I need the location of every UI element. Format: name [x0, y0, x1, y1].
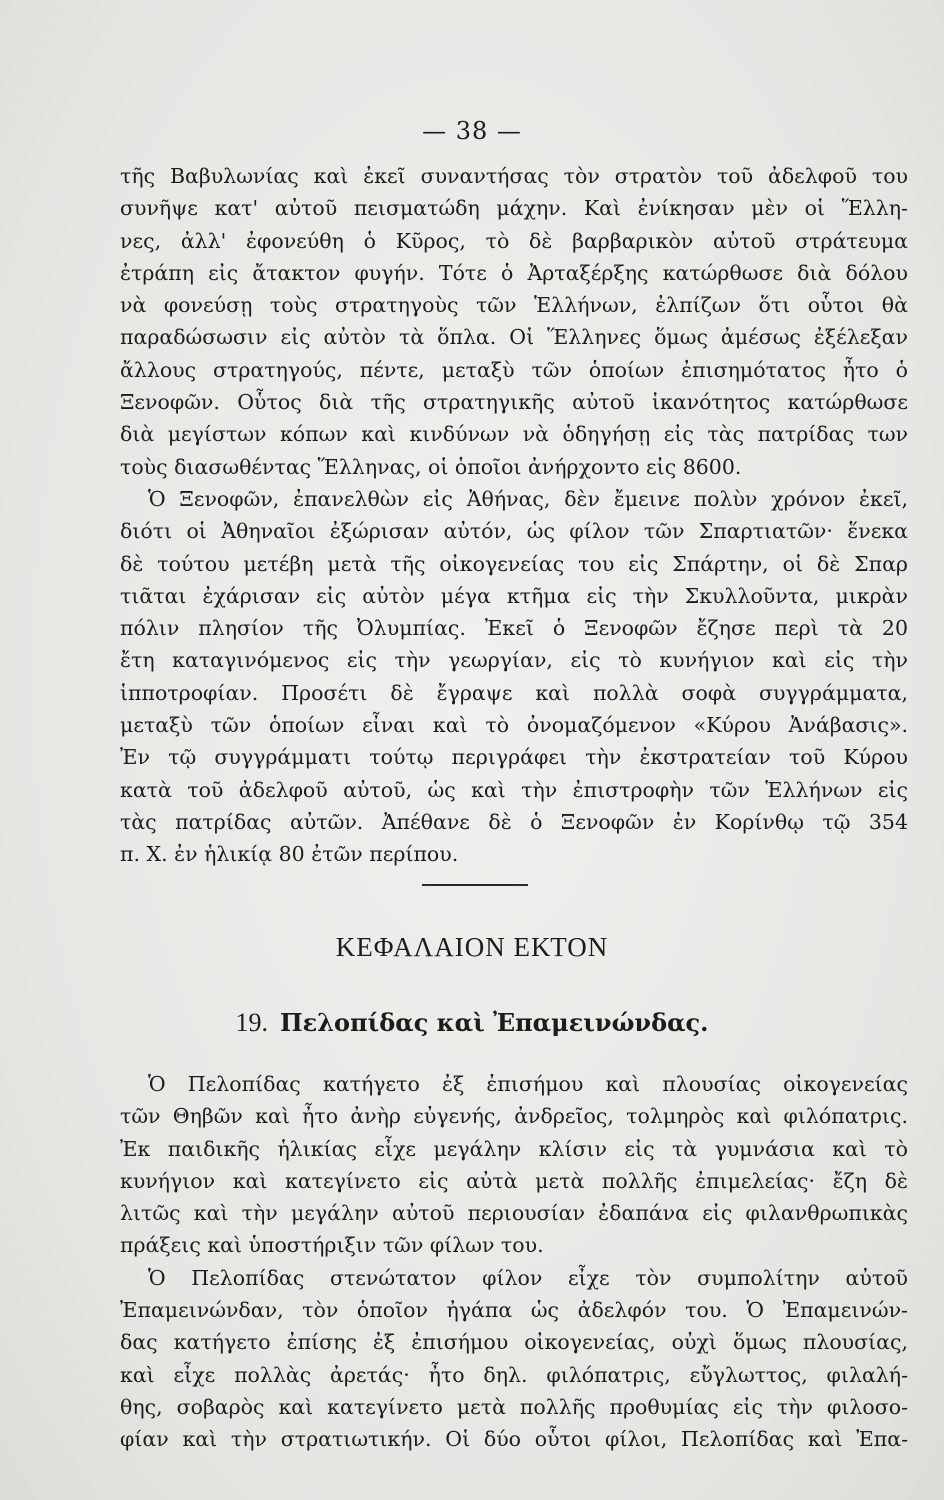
text-line: π. Χ. ἐν ἡλικίᾳ 80 ἐτῶν περίπου.: [120, 842, 459, 867]
text-line: κυνήγιον καὶ κατεγίνετο εἰς αὐτὰ μετὰ πολλῆς ἐπιμελείας· ἔζη δὲ: [120, 1168, 908, 1193]
text-line: Ἐκ παιδικῆς ἡλικίας εἶχε μεγάλην κλίσιν εἰς τὰ γυμνάσια καὶ τὸ: [120, 1136, 908, 1161]
text-line: τὰς πατρίδας αὐτῶν. Ἀπέθανε δὲ ὁ Ξενοφῶν ἐν Κορίνθῳ τῷ 354: [120, 809, 908, 834]
text-line: Ἐν τῷ συγγράμματι τούτῳ περιγράφει τὴν ἐκστρατείαν τοῦ Κύρου: [120, 745, 908, 770]
text-line: Ξενοφῶν. Οὗτος διὰ τῆς στρατηγικῆς αὐτοῦ ἱκανότητος κατώρθωσε: [120, 390, 908, 415]
section-title: Πελοπίδας καὶ Ἐπαμεινώνδας.: [279, 1008, 709, 1037]
xenophon-text-block: [120, 160, 908, 871]
text-line: Ἐπαμεινώνδαν, τὸν ὁποῖον ἠγάπα ὡς ἀδελφόν του. Ὁ Ἐπαμεινών-: [120, 1298, 908, 1323]
text-line: κατὰ τοῦ ἀδελφοῦ αὐτοῦ, ὡς καὶ τὴν ἐπιστροφὴν τῶν Ἑλλήνων εἰς: [120, 777, 908, 802]
text-line: μεταξὺ τῶν ὁποίων εἶναι καὶ τὸ ὀνομαζόμενον «Κύρου Ἀνάβασις».: [120, 713, 908, 738]
chapter-title: ΚΕΦΑΛΑΙΟΝ ΕΚΤΟΝ: [335, 932, 609, 962]
section-number: 19.: [235, 1008, 268, 1037]
text-line: συνῆψε κατ' αὐτοῦ πεισματώδη μάχην. Καὶ ἐνίκησαν μὲν οἱ Ἕλλη-: [120, 196, 908, 221]
text-line: νὰ φονεύσῃ τοὺς στρατηγοὺς τῶν Ἑλλήνων, ἐλπίζων ὅτι οὗτοι θὰ: [120, 293, 908, 318]
text-line: λιτῶς καὶ τὴν μεγάλην αὐτοῦ περιουσίαν ἐδαπάνα εἰς φιλανθρωπικὰς: [120, 1201, 908, 1226]
text-line: τῆς Βαβυλωνίας καὶ ἐκεῖ συναντήσας τὸν στρατὸν τοῦ ἀδελφοῦ του: [120, 164, 908, 188]
text-line: φίαν καὶ τὴν στρατιωτικήν. Οἱ δύο οὗτοι φίλοι, Πελοπίδας καὶ Ἐπα-: [120, 1427, 908, 1452]
text-line: δας κατήγετο ἐπίσης ἐξ ἐπισήμου οἰκογενείας, οὐχὶ ὅμως πλουσίας,: [120, 1330, 908, 1355]
text-line: ἄλλους στρατηγούς, πέντε, μεταξὺ τῶν ὁποίων ἐπισημότατος ἦτο ὁ: [120, 357, 908, 382]
section-divider: [422, 884, 528, 886]
text-line: ἔτη καταγινόμενος εἰς τὴν γεωργίαν, εἰς τὸ κυνήγιον καὶ εἰς τὴν: [120, 648, 908, 673]
text-line: θης, σοβαρὸς καὶ κατεγίνετο μετὰ πολλῆς προθυμίας εἰς τὴν φιλοσο-: [120, 1394, 908, 1419]
text-line: διὰ μεγίστων κόπων καὶ κινδύνων νὰ ὁδηγήσῃ εἰς τὰς πατρίδας των: [120, 422, 908, 447]
text-line: παραδώσωσιν εἰς αὐτὸν τὰ ὅπλα. Οἱ Ἕλληνες ὅμως ἀμέσως ἐξέλεξαν: [120, 325, 908, 350]
text-line: δὲ τούτου μετέβη μετὰ τῆς οἰκογενείας του εἰς Σπάρτην, οἱ δὲ Σπαρ: [120, 551, 908, 576]
text-line: διότι οἱ Ἀθηναῖοι ἐξώρισαν αὐτόν, ὡς φίλον τῶν Σπαρτιατῶν· ἕνεκα: [120, 519, 908, 544]
page-number: — 38 —: [422, 117, 522, 145]
text-line: Ὁ Ξενοφῶν, ἐπανελθὼν εἰς Ἀθήνας, δὲν ἔμεινε πολὺν χρόνον ἐκεῖ,: [148, 486, 908, 511]
text-line: Ὁ Πελοπίδας κατήγετο ἐξ ἐπισήμου καὶ πλουσίας οἰκογενείας: [148, 1072, 908, 1096]
text-line: νες, ἀλλ' ἐφονεύθη ὁ Κῦρος, τὸ δὲ βαρβαρικὸν αὐτοῦ στράτευμα: [120, 228, 908, 253]
text-line: πόλιν πλησίον τῆς Ὀλυμπίας. Ἐκεῖ ὁ Ξενοφῶν ἔζησε περὶ τὰ 20: [120, 616, 908, 641]
text-line: ἱπποτροφίαν. Προσέτι δὲ ἔγραψε καὶ πολλὰ σοφὰ συγγράμματα,: [120, 680, 908, 705]
text-line: Ὁ Πελοπίδας στενώτατον φίλον εἶχε τὸν συμπολίτην αὐτοῦ: [148, 1265, 908, 1290]
text-line: καὶ εἶχε πολλὰς ἀρετάς· ἦτο δηλ. φιλόπατρις, εὔγλωττος, φιλαλή-: [120, 1362, 908, 1387]
text-line: τῶν Θηβῶν καὶ ἦτο ἀνὴρ εὐγενής, ἀνδρεῖος, τολμηρὸς καὶ φιλόπατρις.: [120, 1104, 908, 1129]
text-line: πράξεις καὶ ὑποστήριξιν τῶν φίλων του.: [120, 1233, 544, 1258]
text-line: ἐτράπη εἰς ἄτακτον φυγήν. Τότε ὁ Ἀρταξέρξης κατώρθωσε διὰ δόλου: [120, 260, 908, 285]
pelopidas-text-block: [120, 1068, 908, 1456]
text-line: τιᾶται ἐχάρισαν εἰς αὐτὸν μέγα κτῆμα εἰς τὴν Σκυλλοῦντα, μικρὰν: [120, 583, 908, 608]
text-line: τοὺς διασωθέντας Ἕλληνας, οἱ ὁποῖοι ἀνήρχοντο εἰς 8600.: [120, 454, 742, 479]
section-heading: [0, 1008, 944, 1038]
